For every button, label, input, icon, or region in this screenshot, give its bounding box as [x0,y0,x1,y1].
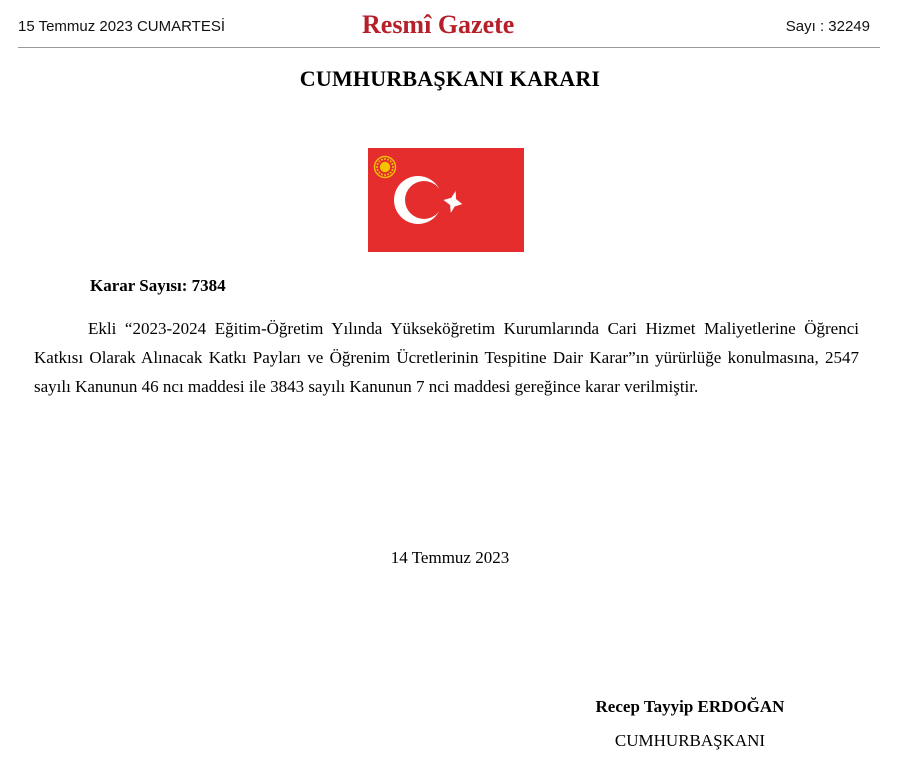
publication-date: 15 Temmuz 2023 CUMARTESİ [18,18,226,35]
seal-star [387,159,389,161]
turkish-flag-icon [368,148,524,252]
decision-date: 14 Temmuz 2023 [390,548,510,567]
signer-name: Recep Tayyip ERDOĞAN [595,697,785,716]
document-heading: CUMHURBAŞKANI KARARI [299,66,601,91]
seal-star [384,158,386,160]
seal-star [376,166,378,168]
seal-star [377,169,379,171]
seal-star [387,173,389,175]
seal-star [381,173,383,175]
seal-star [390,172,392,174]
seal-star [391,169,393,171]
signature-block [540,693,840,755]
issue-number: Sayı : 32249 [785,18,870,35]
header-divider [18,47,880,48]
seal-star [377,163,379,165]
signer-title: CUMHURBAŞKANI [614,731,766,750]
seal-star [384,174,386,176]
seal-star [381,159,383,161]
seal-star [390,160,392,162]
seal-star [391,163,393,165]
seal-star [392,166,394,168]
gazette-title: Resmî Gazete [362,10,515,39]
seal-star [378,160,380,162]
decision-body-text: Ekli “2023-2024 Eğitim-Öğretim Yılında Yükseköğretim Kurumlarında Cari Hizmet Maliyetlerine Öğrenci Katkısı Olarak Alınacak Katkı Payları ve Öğrenim Ücretlerinin Tespitine Dair Karar”ın yürürlüğe konulmasına, 2547 sayılı Kanunun 46 ncı maddesi ile 3843 sayılı Kanunun 7 nci maddesi gereğince karar verilmiştir. [34,319,859,396]
seal-star [378,172,380,174]
decision-number: Karar Sayısı: 7384 [90,276,226,295]
gazette-header [18,10,880,44]
presidential-seal-icon [375,157,396,178]
